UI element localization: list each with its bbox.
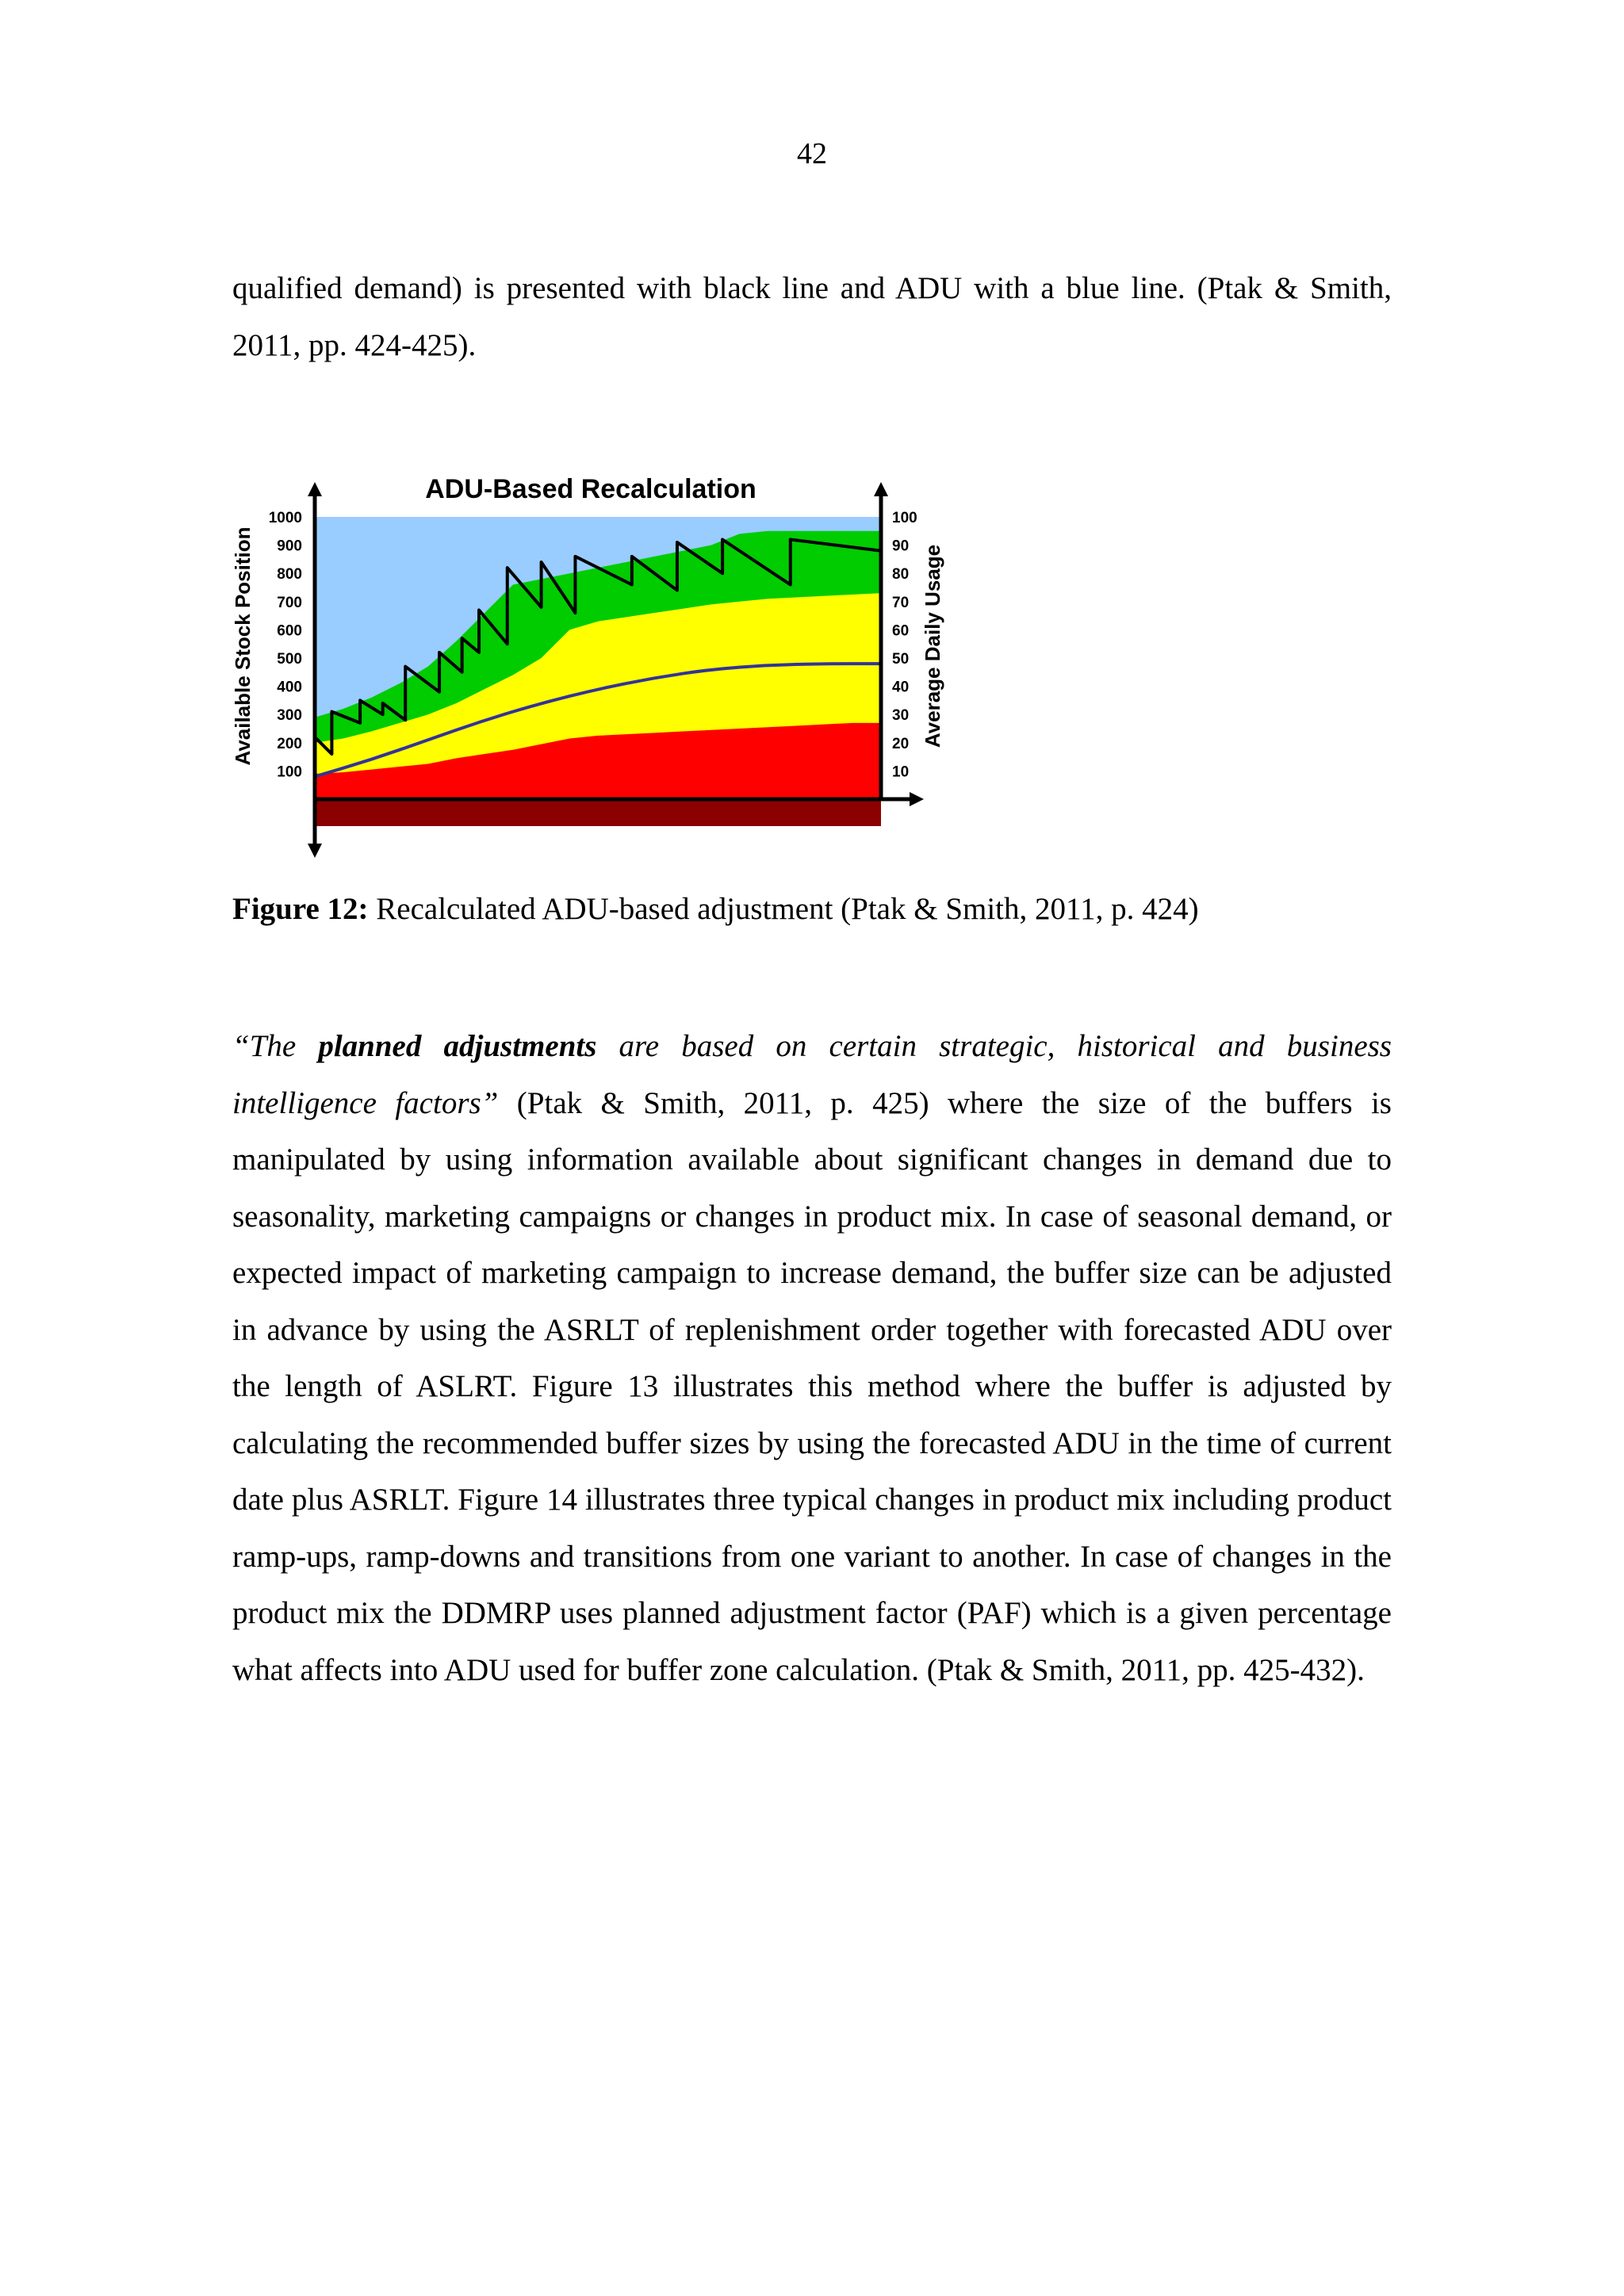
y2-tick-label: 40 [892, 679, 910, 696]
page-number: 42 [797, 137, 827, 170]
body-rest: (Ptak & Smith, 2011, p. 425) where the size of the buffers is manipulated by using information available about significant changes in demand due to seasonality, marketing campaigns or changes in product mix. In case of seasonal demand, or expected impact of marketing campaign to increase demand, the buffer size can be adjusted in advance by using the ASRLT of replenishment order together with forecasted ADU over the length of ASLRT. Figure 13 illustrates this method where the buffer is adjusted by calculating the recommended buffer sizes by using the forecasted ADU in the time of current date plus ASRLT. Figure 14 illustrates three typical changes in product mix including product ramp-ups, ramp-downs and transitions from one variant to another. In case of changes in the product mix the DDMRP uses planned adjustment factor (PAF) which is a given percentage what affects into ADU used for buffer zone calculation. (Ptak & Smith, 2011, pp. 425-432). [232, 1085, 1392, 1687]
y2-tick-label: 100 [892, 510, 917, 526]
red-base-band [315, 799, 881, 826]
y2-tick-label: 70 [892, 594, 910, 611]
y2-tick-label: 80 [892, 566, 910, 584]
caption-text: Recalculated ADU-based adjustment (Ptak & Smith, 2011, p. 424) [368, 892, 1199, 926]
chart-title: ADU-Based Recalculation [425, 474, 756, 504]
y-tick-label: 1000 [268, 510, 302, 526]
y-tick-label: 300 [277, 707, 302, 725]
y2-axis-label: Average Daily Usage [921, 544, 944, 748]
y-tick-label: 900 [277, 538, 302, 555]
caption-label: Figure 12: [232, 892, 369, 926]
left-axis-up-arrow [308, 482, 322, 496]
plot-area [315, 517, 881, 826]
intro-paragraph: qualified demand) is presented with black line and ADU with a blue line. (Ptak & Smith, 2011, pp. 424-425). [232, 271, 1392, 362]
y-tick-label: 500 [277, 651, 302, 668]
body-paragraph [232, 1018, 1392, 1698]
y-tick-label: 100 [277, 763, 302, 781]
left-axis-down-arrow [308, 844, 322, 858]
y2-tick-label: 90 [892, 538, 910, 555]
y2-tick-label: 20 [892, 735, 910, 752]
adu-chart [231, 468, 948, 864]
figure-12 [231, 468, 948, 864]
right-axis-up-arrow [874, 482, 888, 496]
figure-caption [232, 886, 1199, 933]
quote-open: “The [232, 1029, 319, 1063]
y-tick-label: 600 [277, 622, 302, 640]
y-tick-label: 700 [277, 594, 302, 611]
y-tick-label: 800 [277, 566, 302, 584]
y-axis-label: Available Stock Position [231, 526, 255, 766]
y-tick-label: 200 [277, 735, 302, 752]
y2-tick-label: 30 [892, 707, 910, 725]
y-tick-label: 400 [277, 679, 302, 696]
quote-bold: planned adjustments [318, 1029, 597, 1063]
y2-tick-label: 10 [892, 763, 910, 781]
y2-tick-label: 60 [892, 622, 910, 640]
quote-rest: are based on certain strategic, historical and business intelligence factors” [232, 1029, 1392, 1120]
y2-tick-label: 50 [892, 651, 910, 668]
x-axis-arrow [910, 792, 924, 806]
